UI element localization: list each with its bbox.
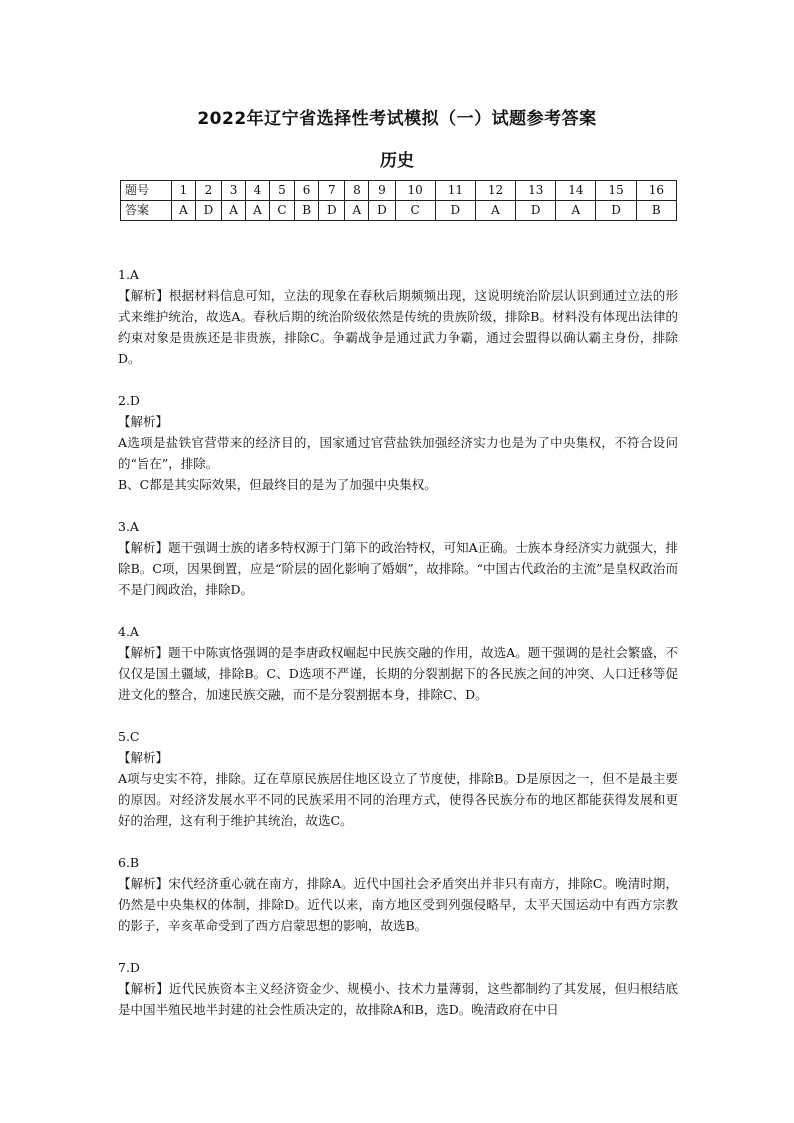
question-number: 13 — [516, 181, 556, 201]
answer-cell: D — [516, 201, 556, 221]
answer-cell: A — [172, 201, 196, 221]
answer-cell: D — [319, 201, 345, 221]
answer-number: 2.D — [118, 393, 140, 408]
explanation-paragraph: A项与史实不符，排除。辽在草原民族居住地区设立了节度使，排除B。D是原因之一，但不是最主要的原因。对经济发展水平不同的民族采用不同的治理方式，使得各民族分布的地区都能获得发展和更好的治理，这有利于维护其统治，故选C。 — [118, 771, 678, 828]
answer-number: 5.C — [118, 729, 140, 744]
answer-cell: A — [475, 201, 515, 221]
answer-cell: A — [245, 201, 269, 221]
explanation-paragraph: 【解析】题干中陈寅恪强调的是李唐政权崛起中民族交融的作用，故选A。题干强调的是社会繁盛，不仅仅是国土疆域，排除B。C、D选项不严谨，长期的分裂割据下的各民族之间的冲突、人口迁移等促进文化的整合，加速民族交融，而不是分裂割据本身，排除C、D。 — [118, 645, 678, 702]
answer-block-2 — [118, 390, 678, 495]
answer-block-4 — [118, 621, 678, 705]
question-number: 2 — [195, 181, 221, 201]
question-number: 8 — [345, 181, 369, 201]
answer-block-5 — [118, 726, 678, 831]
answer-number: 1.A — [118, 267, 139, 282]
question-number: 4 — [245, 181, 269, 201]
question-number: 12 — [475, 181, 515, 201]
explanation-paragraph: 【解析】近代民族资本主义经济资金少、规模小、技术力量薄弱，这些都制约了其发展，但归根结底是中国半殖民地半封建的社会性质决定的，故排除A和B，选D。晚清政府在中日 — [118, 981, 678, 1017]
answer-row — [121, 201, 677, 221]
explanation-label: 【解析】 — [118, 750, 169, 765]
question-number: 7 — [319, 181, 345, 201]
subject-heading: 历史 — [380, 151, 414, 171]
explanation-paragraph: A选项是盐铁官营带来的经济目的，国家通过官营盐铁加强经济实力也是为了中央集权，不符合设问的“旨在”，排除。 — [118, 435, 678, 471]
answer-number: 6.B — [118, 855, 140, 870]
question-number-row — [121, 181, 677, 201]
question-number: 15 — [596, 181, 636, 201]
answer-number: 3.A — [118, 519, 139, 534]
question-number: 11 — [435, 181, 475, 201]
question-number: 6 — [294, 181, 318, 201]
question-number: 3 — [222, 181, 246, 201]
answer-number: 7.D — [118, 960, 140, 975]
question-number: 5 — [269, 181, 294, 201]
question-number: 16 — [636, 181, 676, 201]
answer-block-7 — [118, 957, 678, 1020]
answer-cell: C — [269, 201, 294, 221]
answer-explanations — [118, 264, 678, 1041]
answer-key-table — [120, 180, 677, 221]
answer-cell: C — [395, 201, 435, 221]
answer-cell: D — [195, 201, 221, 221]
explanation-paragraph: 【解析】宋代经济重心就在南方，排除A。近代中国社会矛盾突出并非只有南方，排除C。晚清时期，仍然是中央集权的体制，排除D。近代以来，南方地区受到列强侵略早，太平天国运动中有西方宗教的影子，辛亥革命受到了西方启蒙思想的影响，故选B。 — [118, 876, 678, 933]
question-number: 9 — [369, 181, 395, 201]
answer-cell: D — [369, 201, 395, 221]
answer-cell: B — [294, 201, 318, 221]
answer-cell: A — [556, 201, 596, 221]
row-label-answer: 答案 — [121, 201, 172, 221]
row-label-number: 题号 — [121, 181, 172, 201]
answer-number: 4.A — [118, 624, 139, 639]
answer-cell: D — [435, 201, 475, 221]
explanation-label: 【解析】 — [118, 414, 169, 429]
explanation-paragraph: B、C都是其实际效果，但最终目的是为了加强中央集权。 — [118, 477, 437, 492]
explanation-paragraph: 【解析】题干强调士族的诸多特权源于门第下的政治特权，可知A正确。士族本身经济实力就强大，排除B。C项，因果倒置，应是“阶层的固化影响了婚姻”，故排除。“中国古代政治的主流”是皇权政治而不是门阀政治，排除D。 — [118, 540, 678, 597]
answer-block-3 — [118, 516, 678, 600]
explanation-paragraph: 【解析】根据材料信息可知，立法的现象在春秋后期频频出现，这说明统治阶层认识到通过立法的形式来维护统治，故选A。春秋后期的统治阶级依然是传统的贵族阶级，排除B。材料没有体现出法律的约束对象是贵族还是非贵族，排除C。争霸战争是通过武力争霸，通过会盟得以确认霸主身份，排除D。 — [118, 288, 678, 366]
answer-cell: D — [596, 201, 636, 221]
question-number: 14 — [556, 181, 596, 201]
answer-block-6 — [118, 852, 678, 936]
answer-cell: A — [222, 201, 246, 221]
answer-cell: B — [636, 201, 676, 221]
question-number: 1 — [172, 181, 196, 201]
answer-block-1 — [118, 264, 678, 369]
question-number: 10 — [395, 181, 435, 201]
answer-cell: A — [345, 201, 369, 221]
document-title: 2022年辽宁省选择性考试模拟（一）试题参考答案 — [197, 109, 597, 129]
